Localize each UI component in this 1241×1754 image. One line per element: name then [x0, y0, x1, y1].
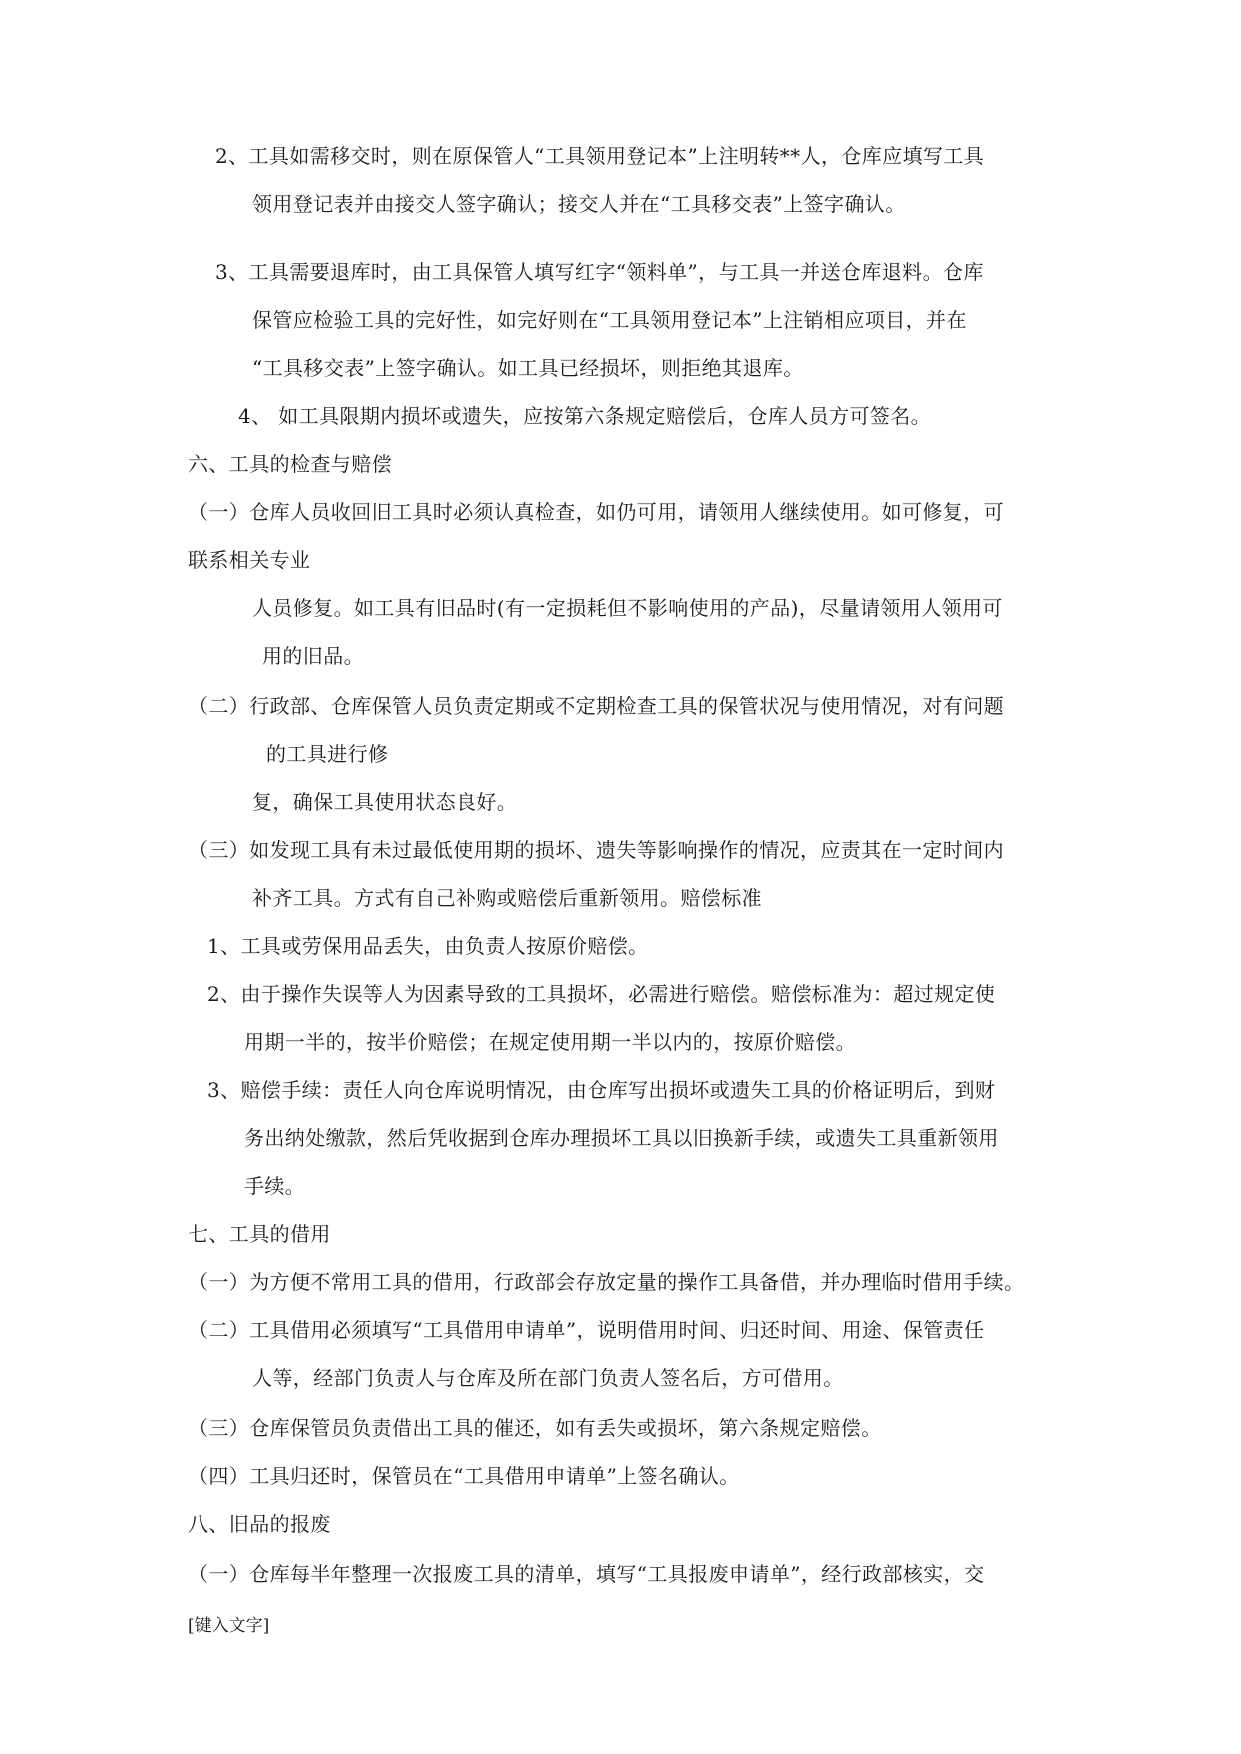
text-line: 务出纳处缴款，然后凭收据到仓库办理损坏工具以旧换新手续，或遗失工具重新领用 [244, 1126, 999, 1150]
text-line: 用期一半的，按半价赔偿；在规定使用期一半以内的，按原价赔偿。 [244, 1030, 856, 1054]
text-line: （三）仓库保管员负责借出工具的催还，如有丢失或损坏，第六条规定赔偿。 [188, 1416, 882, 1440]
text-line: 领用登记表并由接交人签字确认；接交人并在“工具移交表”上签字确认。 [252, 192, 906, 216]
text-line: “工具移交表”上签字确认。如工具已经损坏，则拒绝其退库。 [252, 356, 804, 380]
text-line: （二）行政部、仓库保管人员负责定期或不定期检查工具的保管状况与使用情况，对有问题 [188, 694, 1004, 718]
section-heading: 八、旧品的报废 [188, 1512, 331, 1536]
text-line: 3、赔偿手续：责任人向仓库说明情况，由仓库写出损坏或遗失工具的价格证明后，到财 [207, 1078, 996, 1102]
text-line: （四）工具归还时，保管员在“工具借用申请单”上签名确认。 [188, 1464, 740, 1488]
text-line: （一）为方便不常用工具的借用，行政部会存放定量的操作工具备借，并办理临时借用手续。 [188, 1270, 1025, 1294]
text-line: 2、由于操作失误等人为因素导致的工具损坏，必需进行赔偿。赔偿标准为：超过规定使 [207, 982, 996, 1006]
text-line: 联系相关专业 [188, 548, 311, 572]
footer-placeholder: [键入文字] [188, 1616, 270, 1636]
text-line: 人等，经部门负责人与仓库及所在部门负责人签名后，方可借用。 [252, 1366, 844, 1390]
text-line: （一）仓库人员收回旧工具时必须认真检查，如仍可用，请领用人继续使用。如可修复，可 [188, 500, 1004, 524]
text-line: 复，确保工具使用状态良好。 [252, 790, 518, 814]
text-line: 1、工具或劳保用品丢失，由负责人按原价赔偿。 [207, 934, 649, 958]
text-line: 手续。 [244, 1174, 306, 1198]
text-line: 保管应检验工具的完好性，如完好则在“工具领用登记本”上注销相应项目，并在 [252, 308, 967, 332]
text-line: 4、 如工具限期内损坏或遗失，应按第六条规定赔偿后，仓库人员方可签名。 [238, 404, 932, 428]
section-heading: 六、工具的检查与赔偿 [188, 452, 392, 476]
text-line: （二）工具借用必须填写“工具借用申请单”，说明借用时间、归还时间、用途、保管责任 [188, 1318, 985, 1342]
text-line: 3、工具需要退库时，由工具保管人填写红字“领料单”，与工具一并送仓库退料。仓库 [215, 260, 984, 284]
text-line: 2、工具如需移交时，则在原保管人“工具领用登记本”上注明转**人，仓库应填写工具 [215, 144, 985, 168]
text-line: （一）仓库每半年整理一次报废工具的清单，填写“工具报废申请单”，经行政部核实，交 [188, 1562, 985, 1586]
text-line: 补齐工具。方式有自己补购或赔偿后重新领用。赔偿标准 [252, 886, 762, 910]
text-line: 人员修复。如工具有旧品时(有一定损耗但不影响使用的产品)，尽量请领用人领用可 [252, 596, 1003, 620]
section-heading: 七、工具的借用 [188, 1222, 331, 1246]
text-line: （三）如发现工具有未过最低使用期的损坏、遗失等影响操作的情况，应责其在一定时间内 [188, 838, 1004, 862]
text-line: 的工具进行修 [266, 742, 389, 766]
text-line: 用的旧品。 [262, 644, 364, 668]
